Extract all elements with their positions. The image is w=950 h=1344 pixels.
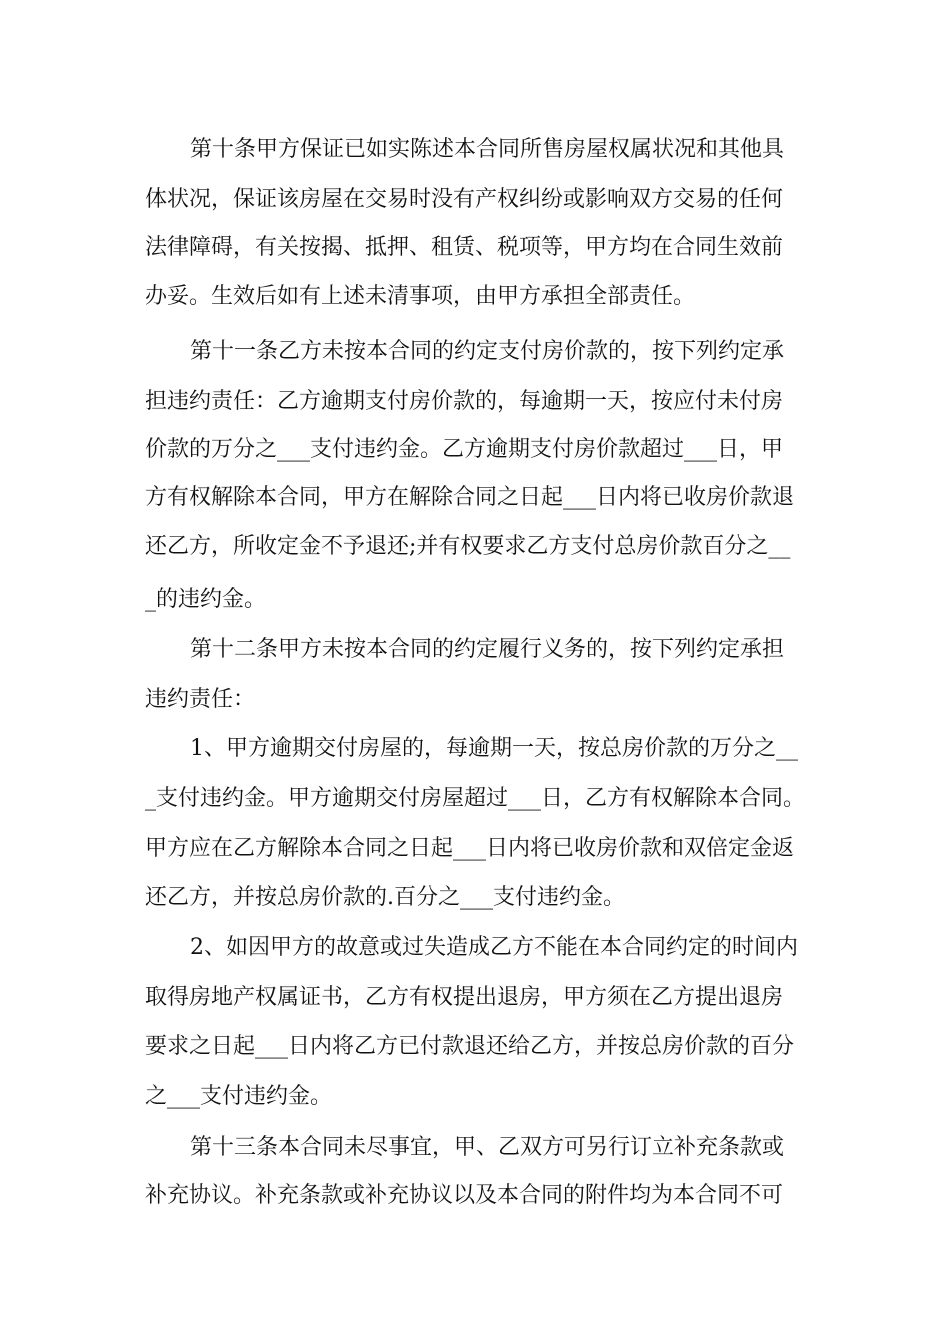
text-line: 取得房地产权属证书，乙方有权提出退房，甲方须在乙方提出退房: [145, 985, 784, 1010]
text-line: 违约责任：: [145, 687, 256, 712]
text-line: _支付违约金。甲方逾期交付房屋超过___日，乙方有权解除本合同。: [145, 786, 806, 811]
text-line: 办妥。生效后如有上述未清事项，由甲方承担全部责任。: [145, 284, 696, 309]
text-line: 2、如因甲方的故意或过失造成乙方不能在本合同约定的时间内: [190, 935, 798, 960]
text-line: 第十一条乙方未按本合同的约定支付房价款的，按下列约定承: [190, 339, 785, 364]
text-line: 法律障碍，有关按揭、抵押、租赁、税项等，甲方均在合同生效前: [145, 235, 784, 260]
text-line: 体状况，保证该房屋在交易时没有产权纠纷或影响双方交易的任何: [145, 187, 784, 212]
text-line: 要求之日起___日内将乙方已付款退还给乙方，并按总房价款的百分: [145, 1034, 795, 1059]
text-line: 方有权解除本合同，甲方在解除合同之日起___日内将已收房价款退: [145, 485, 795, 510]
text-line: 第十条甲方保证已如实陈述本合同所售房屋权属状况和其他具: [190, 137, 785, 162]
text-line: 之___支付违约金。: [145, 1084, 333, 1109]
text-line: 补充协议。补充条款或补充协议以及本合同的附件均为本合同不可: [145, 1183, 784, 1208]
text-line: 第十二条甲方未按本合同的约定履行义务的，按下列约定承担: [190, 637, 785, 662]
text-line: 1、甲方逾期交付房屋的，每逾期一天，按总房价款的万分之__: [190, 736, 798, 761]
text-line: 还乙方，并按总房价款的.百分之___支付违约金。: [145, 885, 625, 910]
text-line: 第十三条本合同未尽事宜，甲、乙双方可另行订立补充条款或: [190, 1135, 785, 1160]
text-line: 甲方应在乙方解除本合同之日起___日内将已收房价款和双倍定金返: [145, 836, 795, 861]
text-line: 担违约责任：乙方逾期支付房价款的，每逾期一天，按应付未付房: [145, 389, 784, 414]
text-line: 价款的万分之___支付违约金。乙方逾期支付房价款超过___日，甲: [145, 437, 784, 462]
text-line: _的违约金。: [145, 587, 267, 612]
text-line: 还乙方，所收定金不予退还;并有权要求乙方支付总房价款百分之__: [145, 534, 791, 559]
